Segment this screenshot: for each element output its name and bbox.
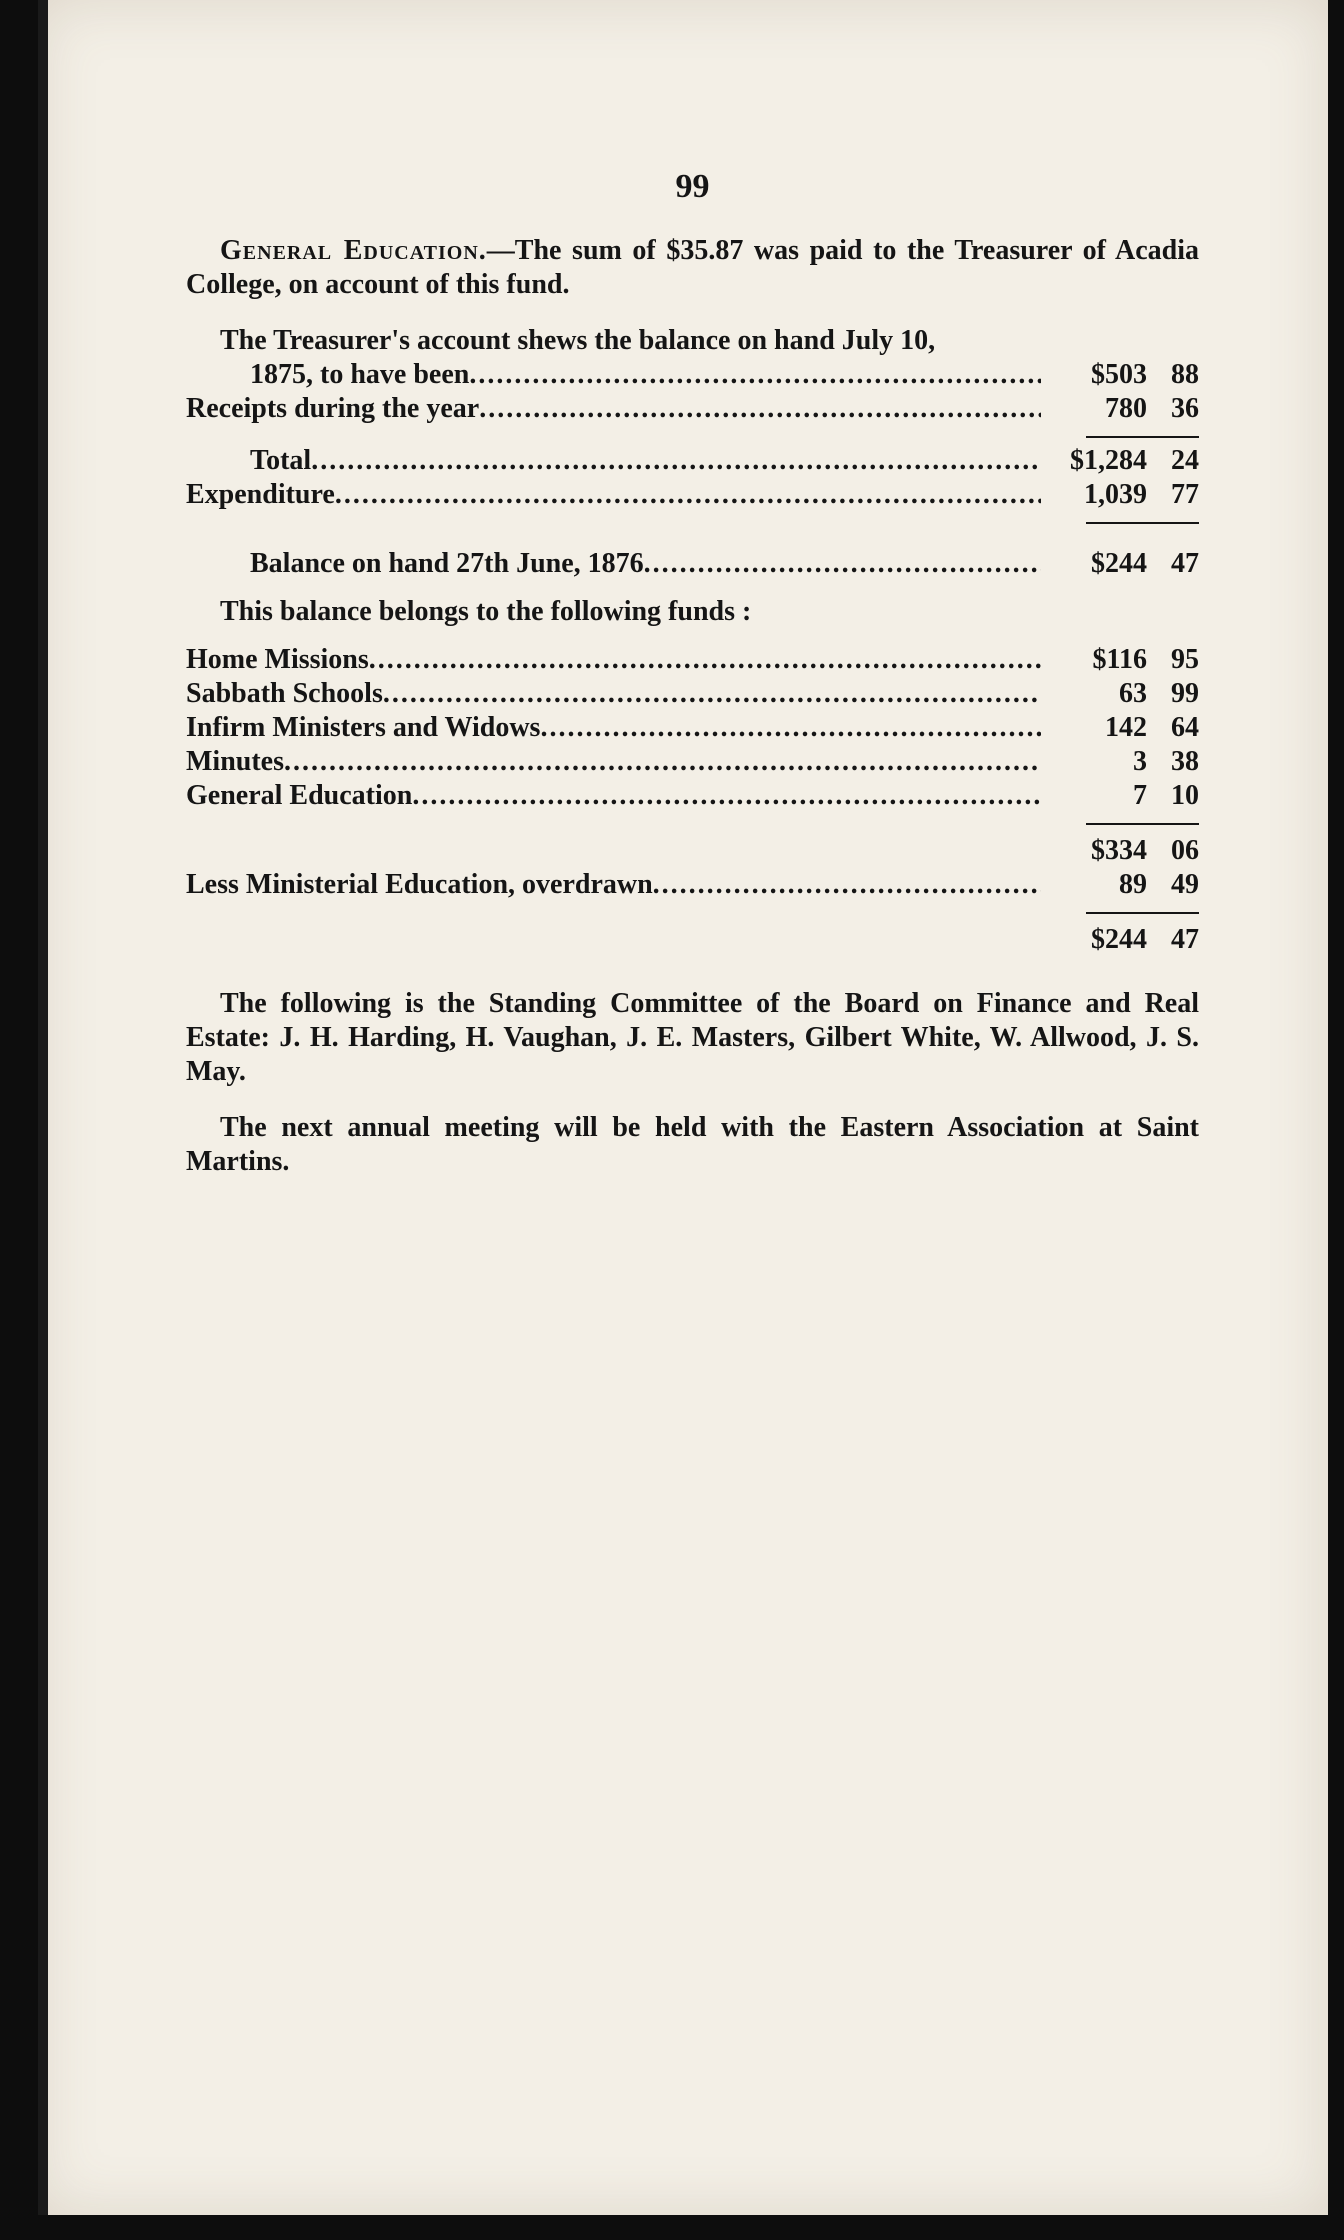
balance-label: Balance on hand 27th June, 1876 [250, 548, 644, 579]
fund-label: General Education [186, 780, 413, 811]
fund-cents: 64 [1171, 712, 1199, 743]
account-row [186, 392, 1199, 426]
fund-cents: 10 [1171, 780, 1199, 811]
fund-dollars: 63 [1119, 678, 1147, 709]
less-cents: 49 [1171, 869, 1199, 900]
leader-dots [412, 779, 1041, 813]
subtotal-cents: 06 [1171, 835, 1199, 866]
fund-dollars: 7 [1133, 780, 1147, 811]
subtotal-rule [1086, 823, 1199, 828]
fund-cents: 38 [1171, 746, 1199, 777]
final-dollars: $244 [1091, 924, 1147, 955]
fund-label: Minutes [186, 746, 284, 777]
balance-cents: 47 [1171, 548, 1199, 579]
leader-dots [369, 643, 1041, 677]
fund-cents: 99 [1171, 678, 1199, 709]
expenditure-cents: 77 [1171, 479, 1199, 510]
funds-heading: This balance belongs to the following funds : [220, 596, 752, 627]
fund-dollars: 142 [1105, 712, 1147, 743]
fund-label: Infirm Ministers and Widows [186, 712, 541, 743]
document-page [38, 0, 1328, 2215]
account-row-cents: 36 [1171, 393, 1199, 424]
expenditure-label: Expenditure [186, 479, 335, 510]
leader-dots [335, 478, 1041, 512]
fund-label: Sabbath Schools [186, 678, 383, 709]
subtotal-dollars: $334 [1091, 835, 1147, 866]
leader-dots [284, 745, 1041, 779]
total-row [186, 444, 1199, 478]
sum-rule [1086, 436, 1199, 438]
account-row-dollars: 780 [1105, 393, 1147, 424]
final-rule [1086, 912, 1199, 917]
total-cents: 24 [1171, 445, 1199, 476]
less-dollars: 89 [1119, 869, 1147, 900]
account-row-label: 1875, to have been [250, 359, 470, 390]
total-dollars: $1,284 [1070, 445, 1147, 476]
subtotal-row [186, 834, 1199, 868]
committee-paragraph: The following is the Standing Committee of the Board on Finance and Real Estate: J. H. Harding, H. Vaughan, J. E. Masters, Gilbert White, W. Allwood, J. S. May. [186, 988, 1199, 1087]
less-row [186, 868, 1199, 902]
expenditure-dollars: 1,039 [1084, 479, 1147, 510]
general-education-paragraph [186, 234, 1199, 302]
page-content [186, 170, 1199, 1179]
fund-label: Home Missions [186, 644, 369, 675]
account-row-dollars: $503 [1091, 359, 1147, 390]
general-education-text: —The sum of $35.87 was paid to the Treasurer of Acadia College, on account of this fund. [186, 235, 1199, 300]
general-education-heading: General Education. [220, 235, 487, 266]
treasurer-intro: The Treasurer's account shews the balance on hand July 10, [220, 325, 936, 356]
final-cents: 47 [1171, 924, 1199, 955]
final-row [186, 923, 1199, 957]
leader-dots [469, 358, 1041, 392]
fund-row [186, 711, 1199, 745]
leader-dots [479, 392, 1041, 426]
balance-row [186, 547, 1199, 581]
balance-dollars: $244 [1091, 548, 1147, 579]
leader-dots [311, 444, 1041, 478]
leader-dots [383, 677, 1041, 711]
fund-row [186, 779, 1199, 813]
leader-dots [540, 711, 1041, 745]
fund-row [186, 745, 1199, 779]
expenditure-row [186, 478, 1199, 512]
less-label: Less Ministerial Education, overdrawn [186, 869, 653, 900]
fund-row [186, 677, 1199, 711]
balance-rule [1086, 522, 1199, 527]
fund-cents: 95 [1171, 644, 1199, 675]
leader-dots [644, 547, 1041, 581]
fund-dollars: $116 [1092, 644, 1147, 675]
account-row [186, 358, 1199, 392]
meeting-paragraph: The next annual meeting will be held with the Eastern Association at Saint Martins. [186, 1112, 1199, 1177]
page-number: 99 [675, 168, 710, 205]
account-row-cents: 88 [1171, 359, 1199, 390]
total-label: Total [250, 445, 312, 476]
fund-dollars: 3 [1133, 746, 1147, 777]
page-edge-rule [38, 0, 48, 2215]
leader-dots [653, 868, 1041, 902]
fund-row [186, 643, 1199, 677]
account-row-label: Receipts during the year [186, 393, 480, 424]
